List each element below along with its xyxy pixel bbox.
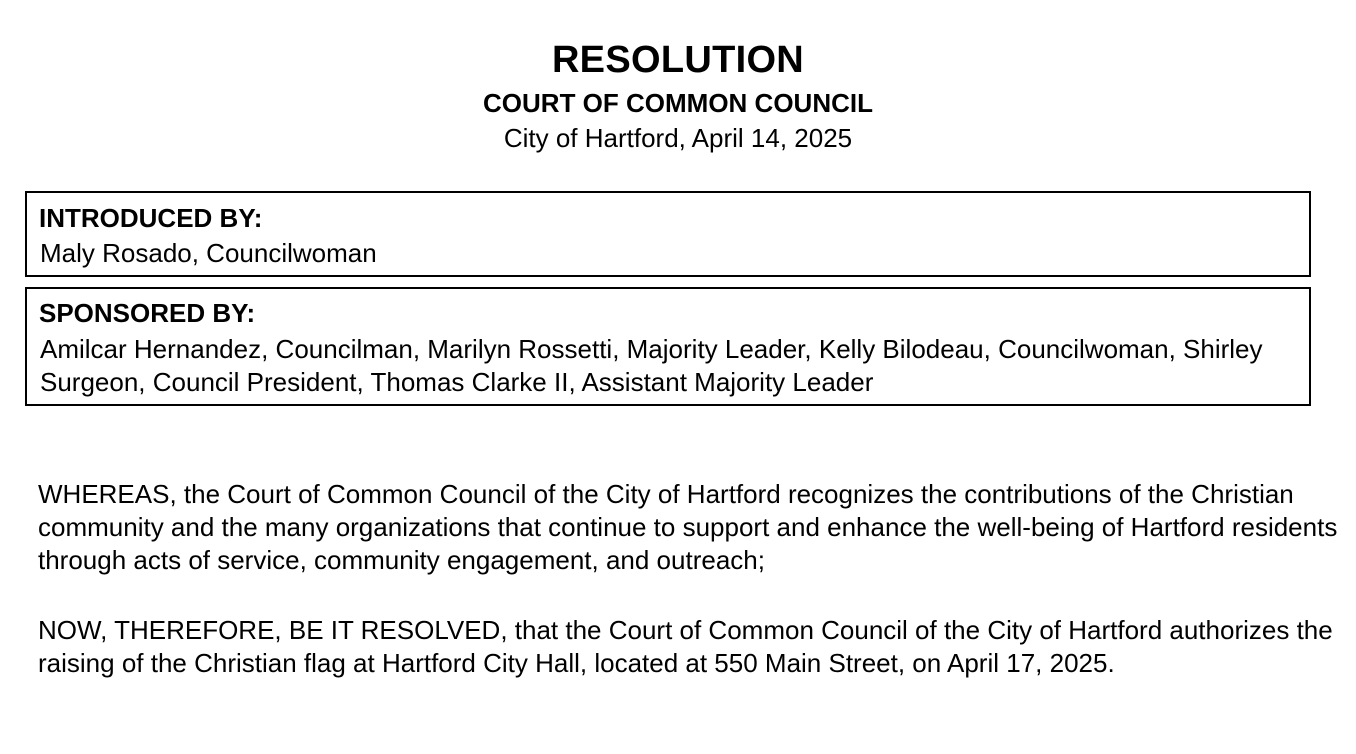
- document-subtitle: COURT OF COMMON COUNCIL: [483, 88, 873, 118]
- document-title: RESOLUTION: [551, 39, 805, 81]
- introduced-by-box: [25, 191, 1311, 277]
- document-dateline: City of Hartford, April 14, 2025: [503, 123, 853, 153]
- sponsored-by-box: [25, 287, 1311, 406]
- resolved-paragraph: NOW, THEREFORE, BE IT RESOLVED, that the Court of Common Council of the City of Hartford authorizes the raising of the Christian flag at Hartford City Hall, located at 550 Main Street, on April 17, 2025.: [38, 615, 1333, 678]
- whereas-paragraph: WHEREAS, the Court of Common Council of the City of Hartford recognizes the contributions of the Christian community and the many organizations that continue to support and enhance the well-being of Hartford residents through acts of service, community engagement, and outreach;: [38, 479, 1338, 575]
- introduced-by-label: INTRODUCED BY:: [39, 203, 263, 233]
- introduced-by-text: Maly Rosado, Councilwoman: [40, 238, 377, 268]
- sponsored-by-text: Amilcar Hernandez, Councilman, Marilyn Rossetti, Majority Leader, Kelly Bilodeau, Councilwoman, Shirley Surgeon, Council President, Thomas Clarke II, Assistant Majority Leader: [40, 334, 1263, 397]
- sponsored-by-label: SPONSORED BY:: [39, 298, 256, 328]
